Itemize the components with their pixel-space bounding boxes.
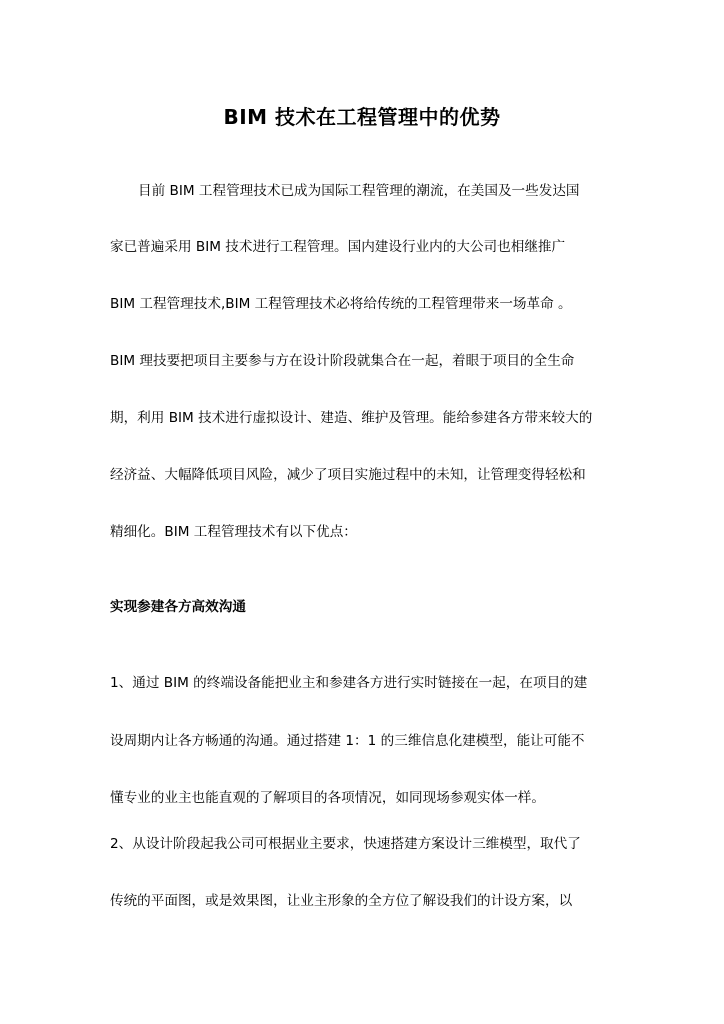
paragraph-line: 1、通过 BIM 的终端设备能把业主和参建各方进行实时链接在一起，在项目的建 <box>110 675 588 691</box>
document-title: BIM 技术在工程管理中的优势 <box>223 105 501 129</box>
paragraph-line: 懂专业的业主也能直观的了解项目的各项情况，如同现场参观实体一样。 <box>110 790 545 806</box>
paragraph-line: 经济益、大幅降低项目风险，减少了项目实施过程中的未知，让管理变得轻松和 <box>110 467 586 483</box>
paragraph-line: 期，利用 BIM 技术进行虚拟设计、建造、维护及管理。能给参建各方带来较大的 <box>110 410 593 426</box>
paragraph-line: 精细化。BIM 工程管理技术有以下优点： <box>110 524 357 540</box>
paragraph-line: 2、从设计阶段起我公司可根据业主要求，快速搭建方案设计三维模型，取代了 <box>110 836 581 852</box>
paragraph-line: 传统的平面图，或是效果图，让业主形象的全方位了解设我们的计设方案，以 <box>110 893 573 909</box>
paragraph-line: BIM 理技要把项目主要参与方在设计阶段就集合在一起，着眼于项目的全生命 <box>110 353 575 369</box>
paragraph-line: 家已普遍采用 BIM 技术进行工程管理。国内建设行业内的大公司也相继推广 <box>110 239 566 255</box>
paragraph-line: 目前 BIM 工程管理技术已成为国际工程管理的潮流，在美国及一些发达国 <box>138 183 580 199</box>
paragraph-line: BIM 工程管理技术,BIM 工程管理技术必将给传统的工程管理带来一场革命 。 <box>110 296 572 312</box>
section-heading: 实现参建各方高效沟通 <box>110 599 246 615</box>
paragraph-line: 设周期内让各方畅通的沟通。通过搭建 1：1 的三维信息化建模型，能让可能不 <box>110 733 585 749</box>
